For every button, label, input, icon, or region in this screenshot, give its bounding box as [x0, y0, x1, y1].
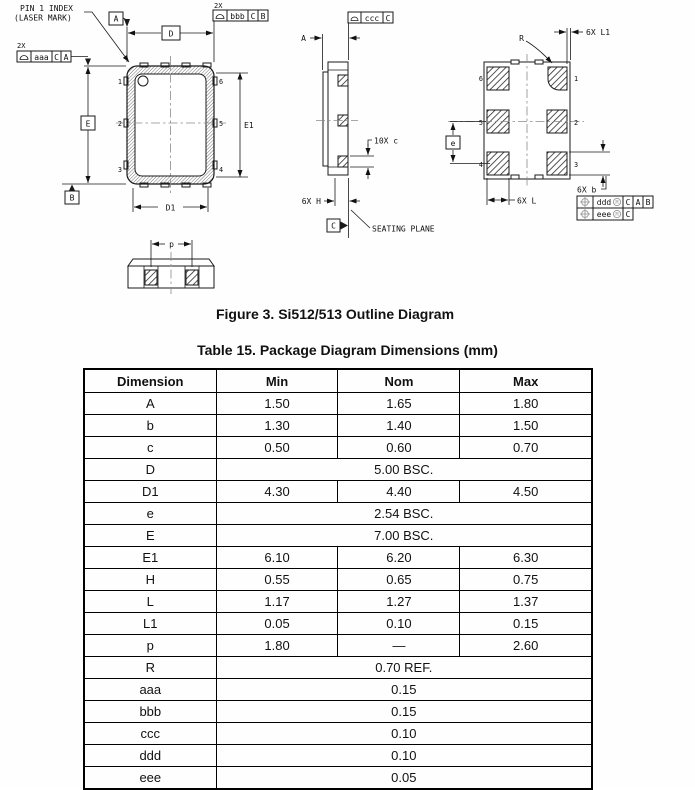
nom-cell: 0.10	[338, 613, 460, 635]
datum-a-flag	[109, 12, 130, 27]
nom-cell: 6.20	[338, 547, 460, 569]
max-cell: 2.60	[460, 635, 592, 657]
header-nom: Nom	[338, 369, 460, 393]
bottom-pin-2: 2	[574, 119, 579, 127]
bottom-view	[448, 54, 584, 188]
dimension-cell: A	[84, 393, 216, 415]
outline-diagram-svg	[0, 0, 695, 300]
header-max: Max	[460, 369, 592, 393]
max-cell: 1.50	[460, 415, 592, 437]
dimension-cell: D1	[84, 481, 216, 503]
dim-R-label: R	[519, 34, 524, 43]
outline-diagram	[0, 0, 695, 300]
max-cell: 4.50	[460, 481, 592, 503]
fcf-bbb-tol: bbb	[230, 11, 245, 21]
dim-p-label: p	[169, 240, 174, 249]
bottom-pin-1: 1	[574, 75, 579, 83]
fcf-ddd	[577, 196, 653, 208]
fcf-eee-datum1: C	[625, 210, 631, 219]
min-cell: 1.17	[216, 591, 338, 613]
table-row	[84, 679, 592, 701]
nom-cell: —	[338, 635, 460, 657]
span-value-cell: 0.05	[216, 767, 592, 790]
max-cell: 0.15	[460, 613, 592, 635]
dim-6x-l	[487, 178, 536, 206]
top-pin-2: 2	[117, 120, 122, 128]
dim-R	[519, 34, 552, 63]
package-dimensions-table	[83, 368, 593, 790]
fcf-eee-tol: eee	[596, 210, 612, 219]
end-view	[128, 240, 214, 294]
dim-6x-l-label: 6X L	[517, 196, 537, 206]
table-row	[84, 415, 592, 437]
dimension-cell: E	[84, 525, 216, 547]
max-cell: 1.80	[460, 393, 592, 415]
datum-a-label: A	[113, 14, 119, 24]
seating-plane-label: SEATING PLANE	[372, 224, 435, 234]
top-pin-6: 6	[219, 78, 224, 86]
dim-e	[446, 122, 490, 164]
datum-c-label: C	[331, 221, 336, 231]
bottom-pin-6: 6	[478, 75, 483, 83]
table-row	[84, 459, 592, 481]
dimension-cell: E1	[84, 547, 216, 569]
fcf-aaa-qty: 2X	[17, 42, 26, 50]
fcf-aaa-tol: aaa	[34, 52, 49, 62]
nom-cell: 0.65	[338, 569, 460, 591]
dim-E1-label: E1	[244, 121, 254, 130]
min-cell: 6.10	[216, 547, 338, 569]
table-row	[84, 591, 592, 613]
fcf-bbb-qty: 2X	[214, 2, 223, 10]
dim-6x-b-label: 6X b	[577, 185, 597, 195]
table-header-row	[84, 369, 592, 393]
table-row	[84, 525, 592, 547]
max-cell: 6.30	[460, 547, 592, 569]
dimension-cell: c	[84, 437, 216, 459]
dim-6x-l1-label: 6X L1	[586, 28, 611, 37]
span-value-cell: 0.10	[216, 723, 592, 745]
fcf-eee	[577, 208, 633, 220]
bottom-pin-5: 5	[478, 119, 483, 127]
header-dimension: Dimension	[84, 369, 216, 393]
top-pin-5: 5	[219, 120, 224, 128]
dim-D1-label: D1	[165, 203, 176, 213]
top-pin-1: 1	[117, 78, 122, 86]
pin1-index-mark	[138, 76, 148, 86]
fcf-ddd-datum1: C	[625, 198, 631, 207]
fcf-ddd-tol: ddd	[596, 198, 612, 207]
min-cell: 0.05	[216, 613, 338, 635]
max-cell: 0.70	[460, 437, 592, 459]
dimension-cell: D	[84, 459, 216, 481]
table-row	[84, 767, 592, 790]
fcf-ccc-datum1: C	[385, 13, 391, 23]
max-cell: 0.75	[460, 569, 592, 591]
dimension-cell: e	[84, 503, 216, 525]
dim-D	[127, 21, 214, 62]
mmc-letter: M	[615, 212, 619, 218]
nom-cell: 1.65	[338, 393, 460, 415]
nom-cell: 4.40	[338, 481, 460, 503]
fcf-bbb-datum1: C	[250, 11, 256, 21]
min-cell: 1.80	[216, 635, 338, 657]
span-value-cell: 0.15	[216, 701, 592, 723]
pin1-index-label-line2: (LASER MARK)	[14, 13, 72, 23]
dimension-cell: aaa	[84, 679, 216, 701]
span-value-cell: 0.70 REF.	[216, 657, 592, 679]
table-row	[84, 613, 592, 635]
pad-1-rounded	[548, 67, 567, 90]
table-row	[84, 393, 592, 415]
table-row	[84, 701, 592, 723]
dimension-cell: b	[84, 415, 216, 437]
mmc-letter: M	[615, 200, 619, 206]
dimension-cell: eee	[84, 767, 216, 790]
dimension-cell: bbb	[84, 701, 216, 723]
top-pin-3: 3	[117, 166, 122, 174]
fcf-bbb-datum2: B	[260, 11, 266, 21]
header-min: Min	[216, 369, 338, 393]
table-row	[84, 745, 592, 767]
dim-10x-c-label: 10X c	[374, 136, 399, 146]
table-row	[84, 635, 592, 657]
bottom-pin-4: 4	[478, 161, 483, 169]
pin1-index-label-line1: PIN 1 INDEX	[20, 4, 73, 13]
dim-6x-l1	[554, 28, 610, 64]
min-cell: 1.30	[216, 415, 338, 437]
table-row	[84, 481, 592, 503]
min-cell: 0.55	[216, 569, 338, 591]
min-cell: 0.50	[216, 437, 338, 459]
dim-A-label: A	[301, 34, 306, 43]
fcf-aaa-datum2: A	[63, 52, 69, 62]
dimension-cell: L	[84, 591, 216, 613]
fcf-aaa	[17, 42, 91, 66]
figure-caption: Figure 3. Si512/513 Outline Diagram	[215, 306, 455, 322]
table-title: Table 15. Package Diagram Dimensions (mm)	[197, 342, 498, 358]
span-value-cell: 0.15	[216, 679, 592, 701]
table-row	[84, 723, 592, 745]
dimension-cell: p	[84, 635, 216, 657]
span-value-cell: 2.54 BSC.	[216, 503, 592, 525]
bottom-pin-3: 3	[574, 161, 579, 169]
table-row	[84, 657, 592, 679]
nom-cell: 1.40	[338, 415, 460, 437]
span-value-cell: 0.10	[216, 745, 592, 767]
max-cell: 1.37	[460, 591, 592, 613]
nom-cell: 1.27	[338, 591, 460, 613]
dim-D-label: D	[168, 29, 174, 39]
dim-E-label: E	[85, 119, 91, 129]
dimension-cell: H	[84, 569, 216, 591]
fcf-ccc-tol: ccc	[364, 13, 380, 23]
table-row	[84, 503, 592, 525]
datum-b-label: B	[69, 193, 75, 203]
datum-b-flag	[65, 185, 79, 205]
span-value-cell: 5.00 BSC.	[216, 459, 592, 481]
dimension-cell: R	[84, 657, 216, 679]
datum-c-flag	[327, 210, 435, 234]
top-pin-4: 4	[219, 166, 224, 174]
table-row	[84, 547, 592, 569]
dim-E	[62, 66, 126, 184]
dimension-cell: ccc	[84, 723, 216, 745]
dimension-cell: L1	[84, 613, 216, 635]
span-value-cell: 7.00 BSC.	[216, 525, 592, 547]
fcf-aaa-datum1: C	[54, 52, 59, 62]
min-cell: 1.50	[216, 393, 338, 415]
dim-e-label: e	[450, 139, 456, 148]
fcf-ccc	[348, 12, 393, 23]
table-row	[84, 437, 592, 459]
fcf-ddd-datum3: B	[645, 198, 651, 207]
side-view	[316, 62, 358, 175]
fcf-bbb	[213, 2, 268, 21]
dim-6x-h-label: 6X H	[301, 197, 321, 206]
dim-10x-c	[350, 137, 398, 180]
nom-cell: 0.60	[338, 437, 460, 459]
top-view	[116, 56, 226, 194]
fcf-ddd-datum2: A	[635, 198, 641, 207]
dimension-cell: ddd	[84, 745, 216, 767]
min-cell: 4.30	[216, 481, 338, 503]
table-row	[84, 569, 592, 591]
